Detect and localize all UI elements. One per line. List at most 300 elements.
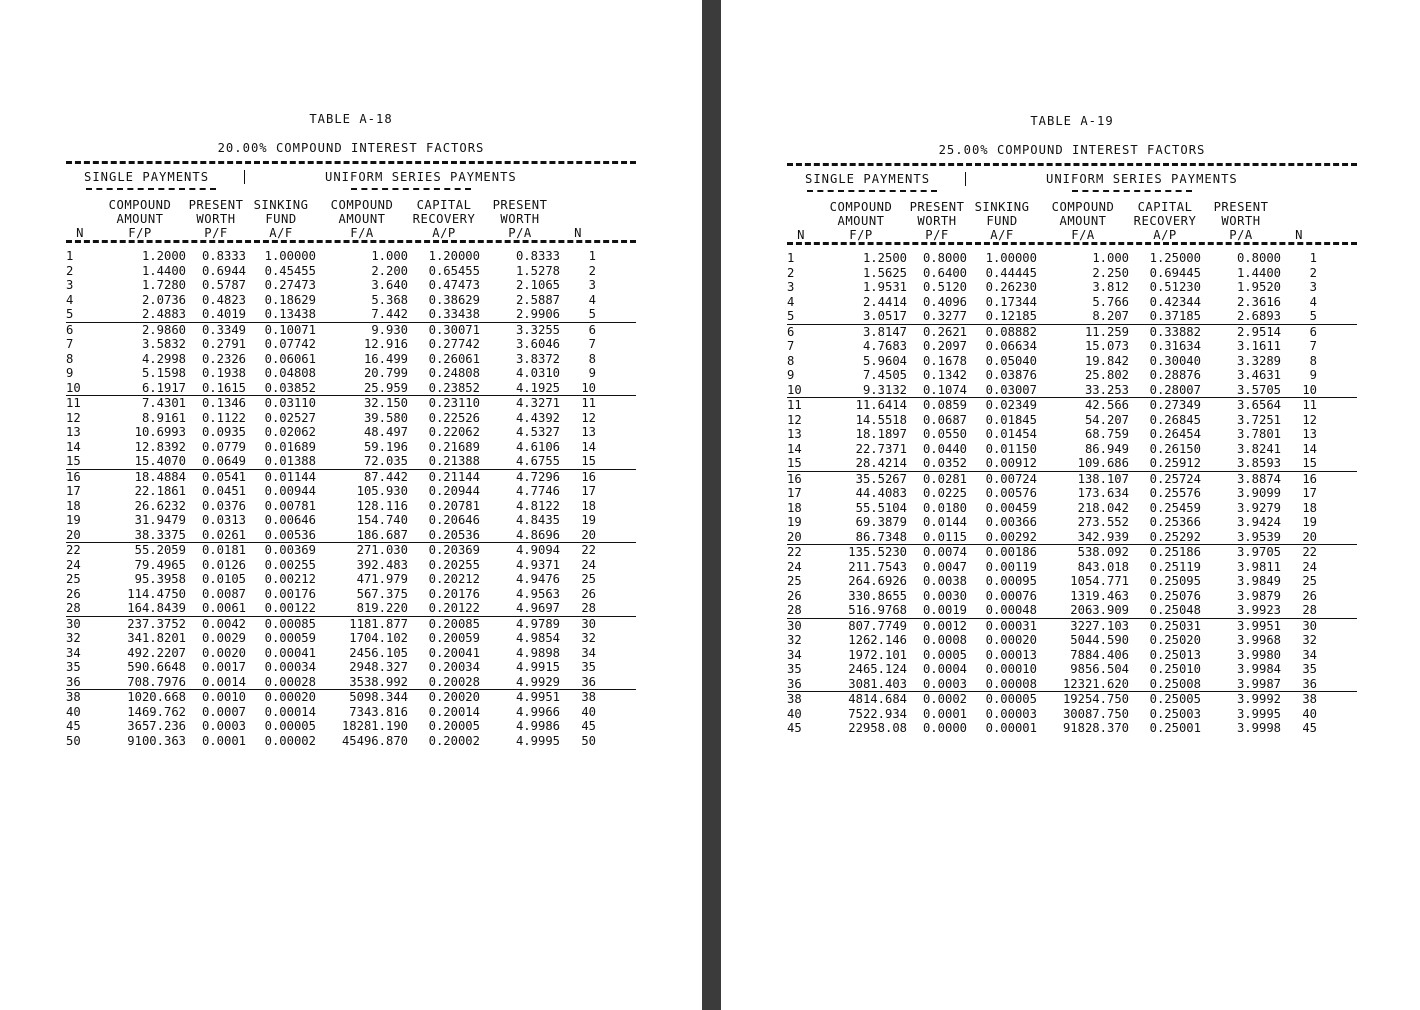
cell-n-right: 11 bbox=[581, 396, 596, 410]
cell-n-right: 19 bbox=[1302, 515, 1317, 529]
cell-n: 7 bbox=[66, 337, 74, 351]
cell-n: 34 bbox=[66, 645, 81, 660]
cell-n-right: 3 bbox=[1309, 280, 1317, 294]
cell-n: 1 bbox=[787, 251, 795, 265]
cell-compound-amount-fa: 42.566 bbox=[1084, 398, 1129, 412]
cell-sinking-fund-af: 0.06634 bbox=[985, 339, 1037, 353]
cell-capital-recovery-ap: 0.25292 bbox=[1149, 529, 1201, 544]
cell-compound-amount-fa: 5098.344 bbox=[349, 690, 408, 704]
cell-n-right: 1 bbox=[588, 249, 596, 263]
cell-present-worth-pa: 3.6046 bbox=[515, 337, 560, 351]
cell-sinking-fund-af: 0.00459 bbox=[985, 500, 1037, 515]
cell-compound-amount-fp: 135.5230 bbox=[848, 545, 907, 559]
column-header-line: AMOUNT bbox=[1059, 214, 1107, 228]
cell-present-worth-pa: 4.3271 bbox=[515, 396, 560, 410]
cell-compound-amount-fp: 1.9531 bbox=[862, 280, 907, 294]
cell-sinking-fund-af: 0.12185 bbox=[985, 309, 1037, 323]
column-header-line: AMOUNT bbox=[837, 214, 885, 228]
cell-compound-amount-fp: 55.2059 bbox=[134, 543, 186, 557]
table-subtitle: 20.00% COMPOUND INTEREST FACTORS bbox=[217, 141, 485, 155]
cell-capital-recovery-ap: 0.25031 bbox=[1149, 618, 1201, 633]
cell-compound-amount-fa: 15.073 bbox=[1084, 339, 1129, 353]
cell-compound-amount-fa: 7.442 bbox=[371, 307, 408, 321]
cell-compound-amount-fa: 12.916 bbox=[363, 337, 408, 351]
cell-n-right: 35 bbox=[581, 660, 596, 674]
cell-capital-recovery-ap: 0.20255 bbox=[428, 557, 480, 572]
cell-capital-recovery-ap: 0.33882 bbox=[1149, 324, 1201, 339]
cell-capital-recovery-ap: 0.20041 bbox=[428, 645, 480, 660]
cell-compound-amount-fp: 95.3958 bbox=[134, 572, 186, 586]
cell-n-right: 32 bbox=[1302, 633, 1317, 647]
cell-n: 36 bbox=[66, 674, 81, 689]
table-title: TABLE A-18 bbox=[309, 112, 393, 126]
cell-present-worth-pa: 4.9898 bbox=[515, 645, 560, 660]
cell-present-worth-pa: 1.5278 bbox=[515, 263, 560, 278]
table-subtitle: 25.00% COMPOUND INTEREST FACTORS bbox=[938, 143, 1206, 157]
cell-sinking-fund-af: 0.00369 bbox=[264, 543, 316, 557]
table-row bbox=[66, 719, 636, 734]
table-row bbox=[66, 513, 636, 528]
cell-present-worth-pf: 0.5787 bbox=[201, 278, 246, 292]
cell-capital-recovery-ap: 0.25095 bbox=[1149, 574, 1201, 588]
table-row bbox=[66, 469, 636, 485]
cell-n: 50 bbox=[66, 733, 81, 748]
cell-compound-amount-fa: 5.766 bbox=[1092, 294, 1129, 309]
cell-compound-amount-fp: 4.7683 bbox=[862, 339, 907, 353]
cell-sinking-fund-af: 0.03876 bbox=[985, 368, 1037, 382]
cell-compound-amount-fp: 708.7976 bbox=[127, 674, 186, 689]
cell-compound-amount-fp: 6.1917 bbox=[141, 380, 186, 395]
cell-compound-amount-fp: 3.5832 bbox=[141, 337, 186, 351]
cell-present-worth-pf: 0.0004 bbox=[922, 662, 967, 676]
table-row bbox=[787, 309, 1357, 324]
cell-present-worth-pf: 0.0029 bbox=[201, 631, 246, 645]
cell-n-right: 15 bbox=[1302, 456, 1317, 470]
cell-compound-amount-fp: 2.9860 bbox=[141, 322, 186, 337]
cell-n-right: 50 bbox=[581, 733, 596, 748]
table-row bbox=[787, 397, 1357, 413]
column-header-compound-amount-fa bbox=[1037, 200, 1129, 242]
cell-present-worth-pf: 0.0038 bbox=[922, 574, 967, 588]
cell-compound-amount-fa: 25.802 bbox=[1084, 368, 1129, 382]
cell-compound-amount-fp: 5.1598 bbox=[141, 366, 186, 380]
cell-capital-recovery-ap: 0.20020 bbox=[428, 690, 480, 704]
cell-capital-recovery-ap: 0.22526 bbox=[428, 410, 480, 425]
cell-sinking-fund-af: 0.01150 bbox=[985, 441, 1037, 456]
column-header-line: RECOVERY bbox=[1133, 214, 1197, 228]
cell-present-worth-pa: 3.3289 bbox=[1236, 353, 1281, 368]
cell-present-worth-pa: 3.8372 bbox=[515, 351, 560, 366]
table-body bbox=[66, 249, 636, 748]
cell-present-worth-pa: 3.9849 bbox=[1236, 574, 1281, 588]
table-row bbox=[787, 442, 1357, 457]
cell-n: 38 bbox=[66, 690, 81, 704]
cell-n: 16 bbox=[66, 469, 81, 484]
column-header-line: WORTH bbox=[500, 212, 540, 226]
cell-n: 18 bbox=[66, 498, 81, 513]
cell-sinking-fund-af: 0.01144 bbox=[264, 469, 316, 484]
cell-present-worth-pf: 0.0061 bbox=[201, 601, 246, 615]
cell-n-right: 20 bbox=[581, 527, 596, 542]
column-header-line: AMOUNT bbox=[116, 212, 164, 226]
cell-compound-amount-fa: 1181.877 bbox=[349, 616, 408, 631]
cell-compound-amount-fa: 271.030 bbox=[356, 543, 408, 557]
column-header-compound-amount-fp bbox=[94, 198, 186, 240]
column-header-line: PRESENT bbox=[909, 200, 965, 214]
cell-compound-amount-fa: 2948.327 bbox=[349, 660, 408, 674]
cell-present-worth-pf: 0.1938 bbox=[201, 366, 246, 380]
cell-compound-amount-fa: 32.150 bbox=[363, 396, 408, 410]
cell-capital-recovery-ap: 0.25008 bbox=[1149, 676, 1201, 691]
cell-n-right: 45 bbox=[1302, 721, 1317, 735]
cell-present-worth-pf: 0.1122 bbox=[201, 410, 246, 425]
cell-n-right: 30 bbox=[581, 616, 596, 631]
cell-n: 36 bbox=[787, 676, 802, 691]
cell-present-worth-pf: 0.1678 bbox=[922, 353, 967, 368]
cell-compound-amount-fp: 18.1897 bbox=[855, 427, 907, 441]
cell-compound-amount-fa: 9.930 bbox=[371, 322, 408, 337]
cell-present-worth-pf: 0.2326 bbox=[201, 351, 246, 366]
cell-compound-amount-fp: 3.0517 bbox=[862, 309, 907, 323]
cell-present-worth-pa: 4.9951 bbox=[515, 690, 560, 704]
cell-n-right: 5 bbox=[1309, 309, 1317, 323]
cell-sinking-fund-af: 0.00034 bbox=[264, 660, 316, 674]
group-single-payments: SINGLE PAYMENTS bbox=[84, 170, 210, 184]
cell-compound-amount-fp: 2.4414 bbox=[862, 294, 907, 309]
cell-compound-amount-fp: 2465.124 bbox=[848, 662, 907, 676]
cell-n-right: 35 bbox=[1302, 662, 1317, 676]
cell-present-worth-pa: 4.9915 bbox=[515, 660, 560, 674]
cell-n: 17 bbox=[787, 486, 802, 500]
table-row bbox=[787, 251, 1357, 266]
cell-sinking-fund-af: 0.17344 bbox=[985, 294, 1037, 309]
cell-n: 15 bbox=[787, 456, 802, 470]
cell-compound-amount-fp: 12.8392 bbox=[134, 439, 186, 454]
cell-compound-amount-fp: 79.4965 bbox=[134, 557, 186, 572]
cell-n-right: 17 bbox=[581, 484, 596, 498]
cell-compound-amount-fp: 1.2500 bbox=[862, 251, 907, 265]
table-row bbox=[787, 339, 1357, 354]
cell-compound-amount-fa: 33.253 bbox=[1084, 382, 1129, 397]
column-header-line: WORTH bbox=[1221, 214, 1261, 228]
cell-compound-amount-fa: 273.552 bbox=[1077, 515, 1129, 529]
cell-present-worth-pf: 0.6944 bbox=[201, 263, 246, 278]
cell-sinking-fund-af: 0.01388 bbox=[264, 454, 316, 468]
cell-capital-recovery-ap: 0.20176 bbox=[428, 586, 480, 601]
interest-table-a18 bbox=[66, 112, 636, 748]
cell-capital-recovery-ap: 0.26150 bbox=[1149, 441, 1201, 456]
cell-compound-amount-fa: 138.107 bbox=[1077, 471, 1129, 486]
cell-present-worth-pf: 0.1074 bbox=[922, 382, 967, 397]
cell-capital-recovery-ap: 0.25724 bbox=[1149, 471, 1201, 486]
cell-compound-amount-fa: 392.483 bbox=[356, 557, 408, 572]
table-row bbox=[787, 295, 1357, 310]
table-row bbox=[66, 689, 636, 705]
cell-sinking-fund-af: 0.04808 bbox=[264, 366, 316, 380]
table-row bbox=[787, 354, 1357, 369]
cell-n: 6 bbox=[787, 324, 795, 339]
table-row bbox=[66, 484, 636, 499]
cell-sinking-fund-af: 0.00122 bbox=[264, 601, 316, 615]
table-row bbox=[66, 705, 636, 720]
cell-n: 19 bbox=[66, 513, 81, 527]
cell-n: 18 bbox=[787, 500, 802, 515]
cell-sinking-fund-af: 0.00119 bbox=[985, 559, 1037, 574]
cell-compound-amount-fa: 8.207 bbox=[1092, 309, 1129, 323]
column-header-n-right bbox=[560, 198, 596, 240]
cell-present-worth-pa: 3.3255 bbox=[515, 322, 560, 337]
table-row bbox=[66, 601, 636, 616]
column-header-line bbox=[1281, 214, 1317, 228]
cell-compound-amount-fa: 2456.105 bbox=[349, 645, 408, 660]
cell-capital-recovery-ap: 0.30040 bbox=[1149, 353, 1201, 368]
cell-compound-amount-fp: 1262.146 bbox=[848, 633, 907, 647]
cell-compound-amount-fp: 1.4400 bbox=[141, 263, 186, 278]
cell-capital-recovery-ap: 0.25001 bbox=[1149, 721, 1201, 735]
cell-compound-amount-fp: 211.7543 bbox=[848, 559, 907, 574]
cell-present-worth-pf: 0.0019 bbox=[922, 603, 967, 617]
column-header-line: N bbox=[574, 226, 582, 240]
cell-compound-amount-fa: 48.497 bbox=[363, 425, 408, 439]
cell-present-worth-pa: 4.1925 bbox=[515, 380, 560, 395]
cell-compound-amount-fa: 1.000 bbox=[371, 249, 408, 263]
cell-compound-amount-fp: 3.8147 bbox=[862, 324, 907, 339]
cell-present-worth-pa: 4.7296 bbox=[515, 469, 560, 484]
cell-compound-amount-fa: 2.250 bbox=[1092, 265, 1129, 280]
cell-present-worth-pf: 0.1346 bbox=[201, 396, 246, 410]
table-row bbox=[787, 648, 1357, 663]
cell-n-right: 9 bbox=[588, 366, 596, 380]
column-header-line bbox=[560, 198, 596, 212]
cell-compound-amount-fa: 154.740 bbox=[356, 513, 408, 527]
column-header-line: P/A bbox=[508, 226, 532, 240]
cell-n: 40 bbox=[787, 706, 802, 721]
cell-sinking-fund-af: 0.00001 bbox=[985, 721, 1037, 735]
cell-compound-amount-fp: 4.2998 bbox=[141, 351, 186, 366]
cell-n-right: 30 bbox=[1302, 618, 1317, 633]
cell-present-worth-pf: 0.0008 bbox=[922, 633, 967, 647]
cell-sinking-fund-af: 0.03007 bbox=[985, 382, 1037, 397]
cell-sinking-fund-af: 0.00059 bbox=[264, 631, 316, 645]
table-row bbox=[66, 660, 636, 675]
cell-sinking-fund-af: 0.00020 bbox=[264, 690, 316, 704]
cell-n-right: 25 bbox=[581, 572, 596, 586]
group-header-row bbox=[787, 172, 1357, 186]
cell-compound-amount-fp: 4814.684 bbox=[848, 692, 907, 706]
cell-n-right: 38 bbox=[581, 690, 596, 704]
cell-capital-recovery-ap: 0.25005 bbox=[1149, 692, 1201, 706]
cell-n-right: 26 bbox=[1302, 588, 1317, 603]
group-uniform-series: UNIFORM SERIES PAYMENTS bbox=[1046, 172, 1238, 186]
cell-capital-recovery-ap: 0.25076 bbox=[1149, 588, 1201, 603]
column-header-line: P/F bbox=[204, 226, 228, 240]
cell-capital-recovery-ap: 0.25186 bbox=[1149, 545, 1201, 559]
cell-n-right: 20 bbox=[1302, 529, 1317, 544]
cell-n-right: 28 bbox=[581, 601, 596, 615]
cell-present-worth-pf: 0.0001 bbox=[201, 733, 246, 748]
column-header-capital-recovery-ap bbox=[408, 198, 480, 240]
cell-present-worth-pa: 1.4400 bbox=[1236, 265, 1281, 280]
table-row bbox=[787, 280, 1357, 295]
cell-present-worth-pf: 0.4823 bbox=[201, 292, 246, 307]
cell-n-right: 6 bbox=[588, 322, 596, 337]
cell-n-right: 7 bbox=[1309, 339, 1317, 353]
column-header-line: FUND bbox=[986, 214, 1018, 228]
cell-n-right: 32 bbox=[581, 631, 596, 645]
cell-n-right: 25 bbox=[1302, 574, 1317, 588]
cell-n-right: 15 bbox=[581, 454, 596, 468]
cell-present-worth-pa: 3.9539 bbox=[1236, 529, 1281, 544]
table-row bbox=[66, 631, 636, 646]
cell-n-right: 12 bbox=[581, 410, 596, 425]
cell-capital-recovery-ap: 0.25048 bbox=[1149, 603, 1201, 617]
cell-sinking-fund-af: 0.00646 bbox=[264, 513, 316, 527]
cell-compound-amount-fa: 2.200 bbox=[371, 263, 408, 278]
cell-capital-recovery-ap: 0.30071 bbox=[428, 322, 480, 337]
cell-capital-recovery-ap: 0.20944 bbox=[428, 484, 480, 498]
cell-sinking-fund-af: 0.00020 bbox=[985, 633, 1037, 647]
cell-present-worth-pa: 4.4392 bbox=[515, 410, 560, 425]
cell-present-worth-pf: 0.5120 bbox=[922, 280, 967, 294]
cell-present-worth-pf: 0.0014 bbox=[201, 674, 246, 689]
cell-present-worth-pf: 0.0352 bbox=[922, 456, 967, 470]
cell-present-worth-pa: 2.5887 bbox=[515, 292, 560, 307]
cell-sinking-fund-af: 1.00000 bbox=[264, 249, 316, 263]
table-row bbox=[66, 249, 636, 264]
cell-present-worth-pf: 0.0550 bbox=[922, 427, 967, 441]
cell-compound-amount-fp: 69.3879 bbox=[855, 515, 907, 529]
cell-n: 4 bbox=[66, 292, 74, 307]
single-underline bbox=[86, 188, 216, 190]
table-row bbox=[66, 528, 636, 543]
cell-present-worth-pf: 0.0012 bbox=[922, 618, 967, 633]
table-row bbox=[787, 560, 1357, 575]
column-header-line bbox=[1281, 200, 1317, 214]
cell-n-right: 40 bbox=[1302, 706, 1317, 721]
cell-present-worth-pa: 3.5705 bbox=[1236, 382, 1281, 397]
cell-sinking-fund-af: 0.00536 bbox=[264, 527, 316, 542]
cell-n: 38 bbox=[787, 692, 802, 706]
cell-capital-recovery-ap: 0.23110 bbox=[428, 396, 480, 410]
cell-present-worth-pa: 4.6106 bbox=[515, 439, 560, 454]
cell-capital-recovery-ap: 0.20034 bbox=[428, 660, 480, 674]
column-header-line bbox=[787, 214, 815, 228]
table-body bbox=[787, 251, 1357, 736]
cell-present-worth-pf: 0.0010 bbox=[201, 690, 246, 704]
cell-present-worth-pa: 3.9811 bbox=[1236, 559, 1281, 574]
cell-capital-recovery-ap: 0.25912 bbox=[1149, 456, 1201, 470]
cell-sinking-fund-af: 0.00014 bbox=[264, 704, 316, 719]
cell-sinking-fund-af: 0.00003 bbox=[985, 706, 1037, 721]
cell-present-worth-pf: 0.0451 bbox=[201, 484, 246, 498]
cell-n: 25 bbox=[787, 574, 802, 588]
cell-compound-amount-fp: 22958.08 bbox=[848, 721, 907, 735]
cell-sinking-fund-af: 0.00013 bbox=[985, 647, 1037, 662]
cell-sinking-fund-af: 0.27473 bbox=[264, 278, 316, 292]
column-header-present-worth-pa bbox=[480, 198, 560, 240]
cell-n: 19 bbox=[787, 515, 802, 529]
cell-capital-recovery-ap: 0.20212 bbox=[428, 572, 480, 586]
table-row bbox=[787, 603, 1357, 618]
column-header-present-worth-pf bbox=[186, 198, 246, 240]
column-headers bbox=[66, 198, 636, 240]
cell-n-right: 22 bbox=[581, 543, 596, 557]
cell-compound-amount-fa: 5044.590 bbox=[1070, 633, 1129, 647]
column-header-n-right bbox=[1281, 200, 1317, 242]
cell-present-worth-pa: 1.9520 bbox=[1236, 280, 1281, 294]
cell-n: 12 bbox=[787, 412, 802, 427]
cell-capital-recovery-ap: 0.23852 bbox=[428, 380, 480, 395]
group-header-row bbox=[66, 170, 636, 184]
cell-compound-amount-fp: 7.4301 bbox=[141, 396, 186, 410]
cell-sinking-fund-af: 0.00944 bbox=[264, 484, 316, 498]
column-header-line: CAPITAL bbox=[1137, 200, 1193, 214]
cell-sinking-fund-af: 0.00048 bbox=[985, 603, 1037, 617]
cell-sinking-fund-af: 0.07742 bbox=[264, 337, 316, 351]
cell-compound-amount-fp: 1469.762 bbox=[127, 704, 186, 719]
cell-n-right: 2 bbox=[588, 263, 596, 278]
table-row bbox=[66, 293, 636, 308]
cell-compound-amount-fp: 22.7371 bbox=[855, 441, 907, 456]
column-header-line: WORTH bbox=[917, 214, 957, 228]
cell-compound-amount-fa: 105.930 bbox=[356, 484, 408, 498]
cell-present-worth-pf: 0.0005 bbox=[922, 647, 967, 662]
cell-n-right: 26 bbox=[581, 586, 596, 601]
cell-present-worth-pa: 3.9879 bbox=[1236, 588, 1281, 603]
cell-compound-amount-fa: 109.686 bbox=[1077, 456, 1129, 470]
table-row bbox=[787, 544, 1357, 560]
cell-compound-amount-fa: 68.759 bbox=[1084, 427, 1129, 441]
column-header-capital-recovery-ap bbox=[1129, 200, 1201, 242]
cell-sinking-fund-af: 0.44445 bbox=[985, 265, 1037, 280]
column-header-line: WORTH bbox=[196, 212, 236, 226]
cell-present-worth-pa: 2.6893 bbox=[1236, 309, 1281, 323]
column-header-line bbox=[560, 212, 596, 226]
cell-present-worth-pa: 0.8333 bbox=[515, 249, 560, 263]
cell-n-right: 7 bbox=[588, 337, 596, 351]
cell-compound-amount-fa: 45496.870 bbox=[341, 733, 408, 748]
table-row bbox=[787, 515, 1357, 530]
column-header-line: F/P bbox=[128, 226, 152, 240]
cell-present-worth-pf: 0.0859 bbox=[922, 398, 967, 412]
column-header-line: P/A bbox=[1229, 228, 1253, 242]
cell-compound-amount-fa: 1.000 bbox=[1092, 251, 1129, 265]
cell-n: 8 bbox=[66, 351, 74, 366]
cell-n: 32 bbox=[787, 633, 802, 647]
cell-capital-recovery-ap: 0.20781 bbox=[428, 498, 480, 513]
cell-compound-amount-fa: 12321.620 bbox=[1062, 676, 1129, 691]
cell-present-worth-pa: 4.9094 bbox=[515, 543, 560, 557]
cell-sinking-fund-af: 0.02527 bbox=[264, 410, 316, 425]
cell-n: 12 bbox=[66, 410, 81, 425]
cell-present-worth-pf: 0.6400 bbox=[922, 265, 967, 280]
cell-n-right: 11 bbox=[1302, 398, 1317, 412]
cell-capital-recovery-ap: 0.28876 bbox=[1149, 368, 1201, 382]
table-row bbox=[787, 324, 1357, 340]
cell-present-worth-pf: 0.0313 bbox=[201, 513, 246, 527]
cell-present-worth-pf: 0.0007 bbox=[201, 704, 246, 719]
cell-sinking-fund-af: 0.01454 bbox=[985, 427, 1037, 441]
cell-present-worth-pa: 3.9424 bbox=[1236, 515, 1281, 529]
cell-n-right: 8 bbox=[1309, 353, 1317, 368]
cell-present-worth-pf: 0.4096 bbox=[922, 294, 967, 309]
cell-capital-recovery-ap: 1.20000 bbox=[428, 249, 480, 263]
column-header-line: COMPOUND bbox=[108, 198, 172, 212]
cell-n: 20 bbox=[787, 529, 802, 544]
table-row bbox=[66, 307, 636, 322]
cell-capital-recovery-ap: 0.42344 bbox=[1149, 294, 1201, 309]
cell-compound-amount-fa: 7884.406 bbox=[1070, 647, 1129, 662]
